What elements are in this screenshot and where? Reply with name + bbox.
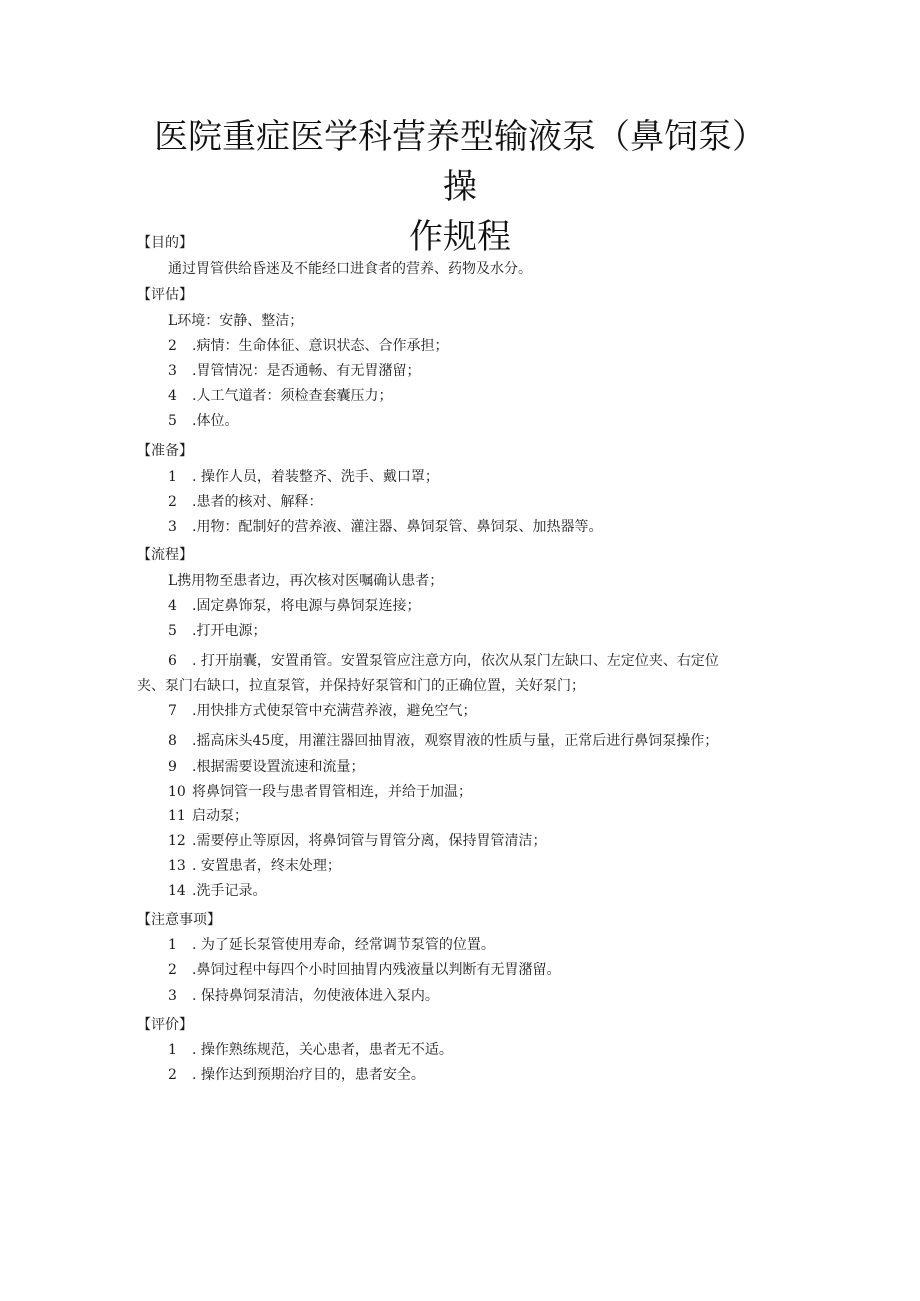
item-number: 4: [168, 388, 177, 404]
preparation-item: [168, 492, 322, 512]
process-item-text: . 安置患者，终末处理；: [192, 858, 341, 874]
notes-item: [168, 935, 495, 955]
section-heading-notes: 【注意事项】: [137, 912, 221, 928]
process-item-text: 启动泵；: [192, 808, 248, 824]
process-item: [168, 621, 266, 641]
item-number: 9: [168, 759, 177, 775]
item-number: 7: [168, 703, 177, 719]
preparation-item: [168, 467, 439, 487]
process-item-continuation: 夹、泵门右缺口，拉直泵管，并保持好泵管和门的正确位置，关好泵门；: [137, 678, 585, 694]
process-item: [168, 856, 341, 876]
process-item-text: . 打开崩囊，安置甬管。安置泵管应注意方向，依次从泵门左缺口、左定位夹、右定位: [192, 653, 719, 669]
item-number: 10: [168, 784, 186, 800]
purpose-text: 通过胃管供给昏迷及不能经口进食者的营养、药物及水分。: [168, 261, 532, 277]
process-item-text: .洗手记录。: [192, 883, 267, 899]
assessment-item-text: .病情：生命体征、意识状态、合作承担；: [192, 338, 449, 354]
preparation-item-text: .患者的核对、解释：: [192, 494, 323, 510]
evaluation-item: [168, 1065, 425, 1085]
item-number: 6: [168, 653, 177, 669]
process-item: [168, 596, 420, 616]
process-item-text: .需要停止等原因，将鼻饲管与胃管分离，保持胃管清洁；: [192, 833, 547, 849]
process-item: [168, 806, 248, 826]
assessment-item: [168, 311, 303, 331]
item-number: 2: [168, 1067, 177, 1083]
notes-item: [168, 960, 560, 980]
notes-item-text: . 为了延长泵管使用寿命，经常调节泵管的位置。: [192, 937, 495, 953]
section-heading-assessment: 【评估】: [137, 287, 193, 303]
item-number: 1: [168, 469, 177, 485]
process-item-text: 将鼻饲管一段与患者胃管相连，并给于加温；: [192, 784, 472, 800]
process-item: [168, 831, 546, 851]
assessment-item-text: .体位。: [192, 413, 239, 429]
section-heading-evaluation: 【评价】: [137, 1017, 193, 1033]
process-item: [168, 651, 719, 671]
item-number: 11: [168, 808, 186, 824]
notes-item-text: . 保持鼻饲泵清洁，勿使液体进入泵内。: [192, 988, 439, 1004]
process-item-text: .用快排方式使泵管中充满营养液，避免空气；: [192, 703, 477, 719]
process-item-text: L携用物至患者边，再次核对医嘱确认患者；: [168, 573, 444, 589]
item-number: 14: [168, 883, 186, 899]
preparation-item-text: . 操作人员，着装整齐、洗手、戴口罩；: [192, 469, 439, 485]
section-heading-preparation: 【准备】: [137, 443, 193, 459]
title-line-1: 医院重症医学科营养型输液泵（鼻饲泵）操: [154, 117, 766, 207]
item-number: 1: [168, 1042, 177, 1058]
item-number: 3: [168, 519, 177, 535]
item-number: 2: [168, 338, 177, 354]
item-number: 1: [168, 937, 177, 953]
item-number: 5: [168, 413, 177, 429]
assessment-item-text: .胃管情况：是否通畅、有无胃潴留；: [192, 363, 421, 379]
assessment-item: [168, 386, 392, 406]
evaluation-item-text: . 操作达到预期治疗目的，患者安全。: [192, 1067, 425, 1083]
process-item-text: .根据需要设置流速和流量；: [192, 759, 365, 775]
process-item: [168, 782, 472, 802]
document-title: [140, 112, 780, 262]
title-line-2: 作规程: [409, 217, 511, 257]
item-number: 2: [168, 494, 177, 510]
item-number: 5: [168, 623, 177, 639]
assessment-item: [168, 336, 448, 356]
item-number: 12: [168, 833, 186, 849]
section-heading-process: 【流程】: [137, 547, 193, 563]
preparation-item: [168, 517, 602, 537]
assessment-item: [168, 361, 420, 381]
assessment-item: [168, 411, 238, 431]
item-number: 3: [168, 363, 177, 379]
item-number: 4: [168, 598, 177, 614]
process-item: [168, 701, 476, 721]
notes-item: [168, 986, 439, 1006]
process-item: [168, 571, 443, 591]
assessment-item-text: .人工气道者：须检查套囊压力；: [192, 388, 393, 404]
process-item: [168, 881, 266, 901]
item-number: 3: [168, 988, 177, 1004]
notes-item-text: .鼻饲过程中每四个小时回抽胃内残液量以判断有无胃潴留。: [192, 962, 561, 978]
process-item-text: .打开电源；: [192, 623, 267, 639]
process-item-text: .固定鼻饰泵，将电源与鼻饲泵连接；: [192, 598, 421, 614]
evaluation-item-text: . 操作熟练规范，关心患者，患者无不适。: [192, 1042, 453, 1058]
process-item: [168, 757, 364, 777]
preparation-item-text: .用物：配制好的营养液、灌注器、鼻饲泵管、鼻饲泵、加热器等。: [192, 519, 603, 535]
process-item-text: .摇高床头45度，用灌注器回抽胃液，观察胃液的性质与量，正常后进行鼻饲泵操作；: [192, 733, 719, 749]
evaluation-item: [168, 1040, 453, 1060]
item-number: 8: [168, 733, 177, 749]
item-number: 2: [168, 962, 177, 978]
section-heading-purpose: 【目的】: [137, 235, 193, 251]
item-number: 13: [168, 858, 186, 874]
assessment-item-text: L环境：安静、整洁；: [168, 313, 304, 329]
process-item: [168, 731, 718, 751]
